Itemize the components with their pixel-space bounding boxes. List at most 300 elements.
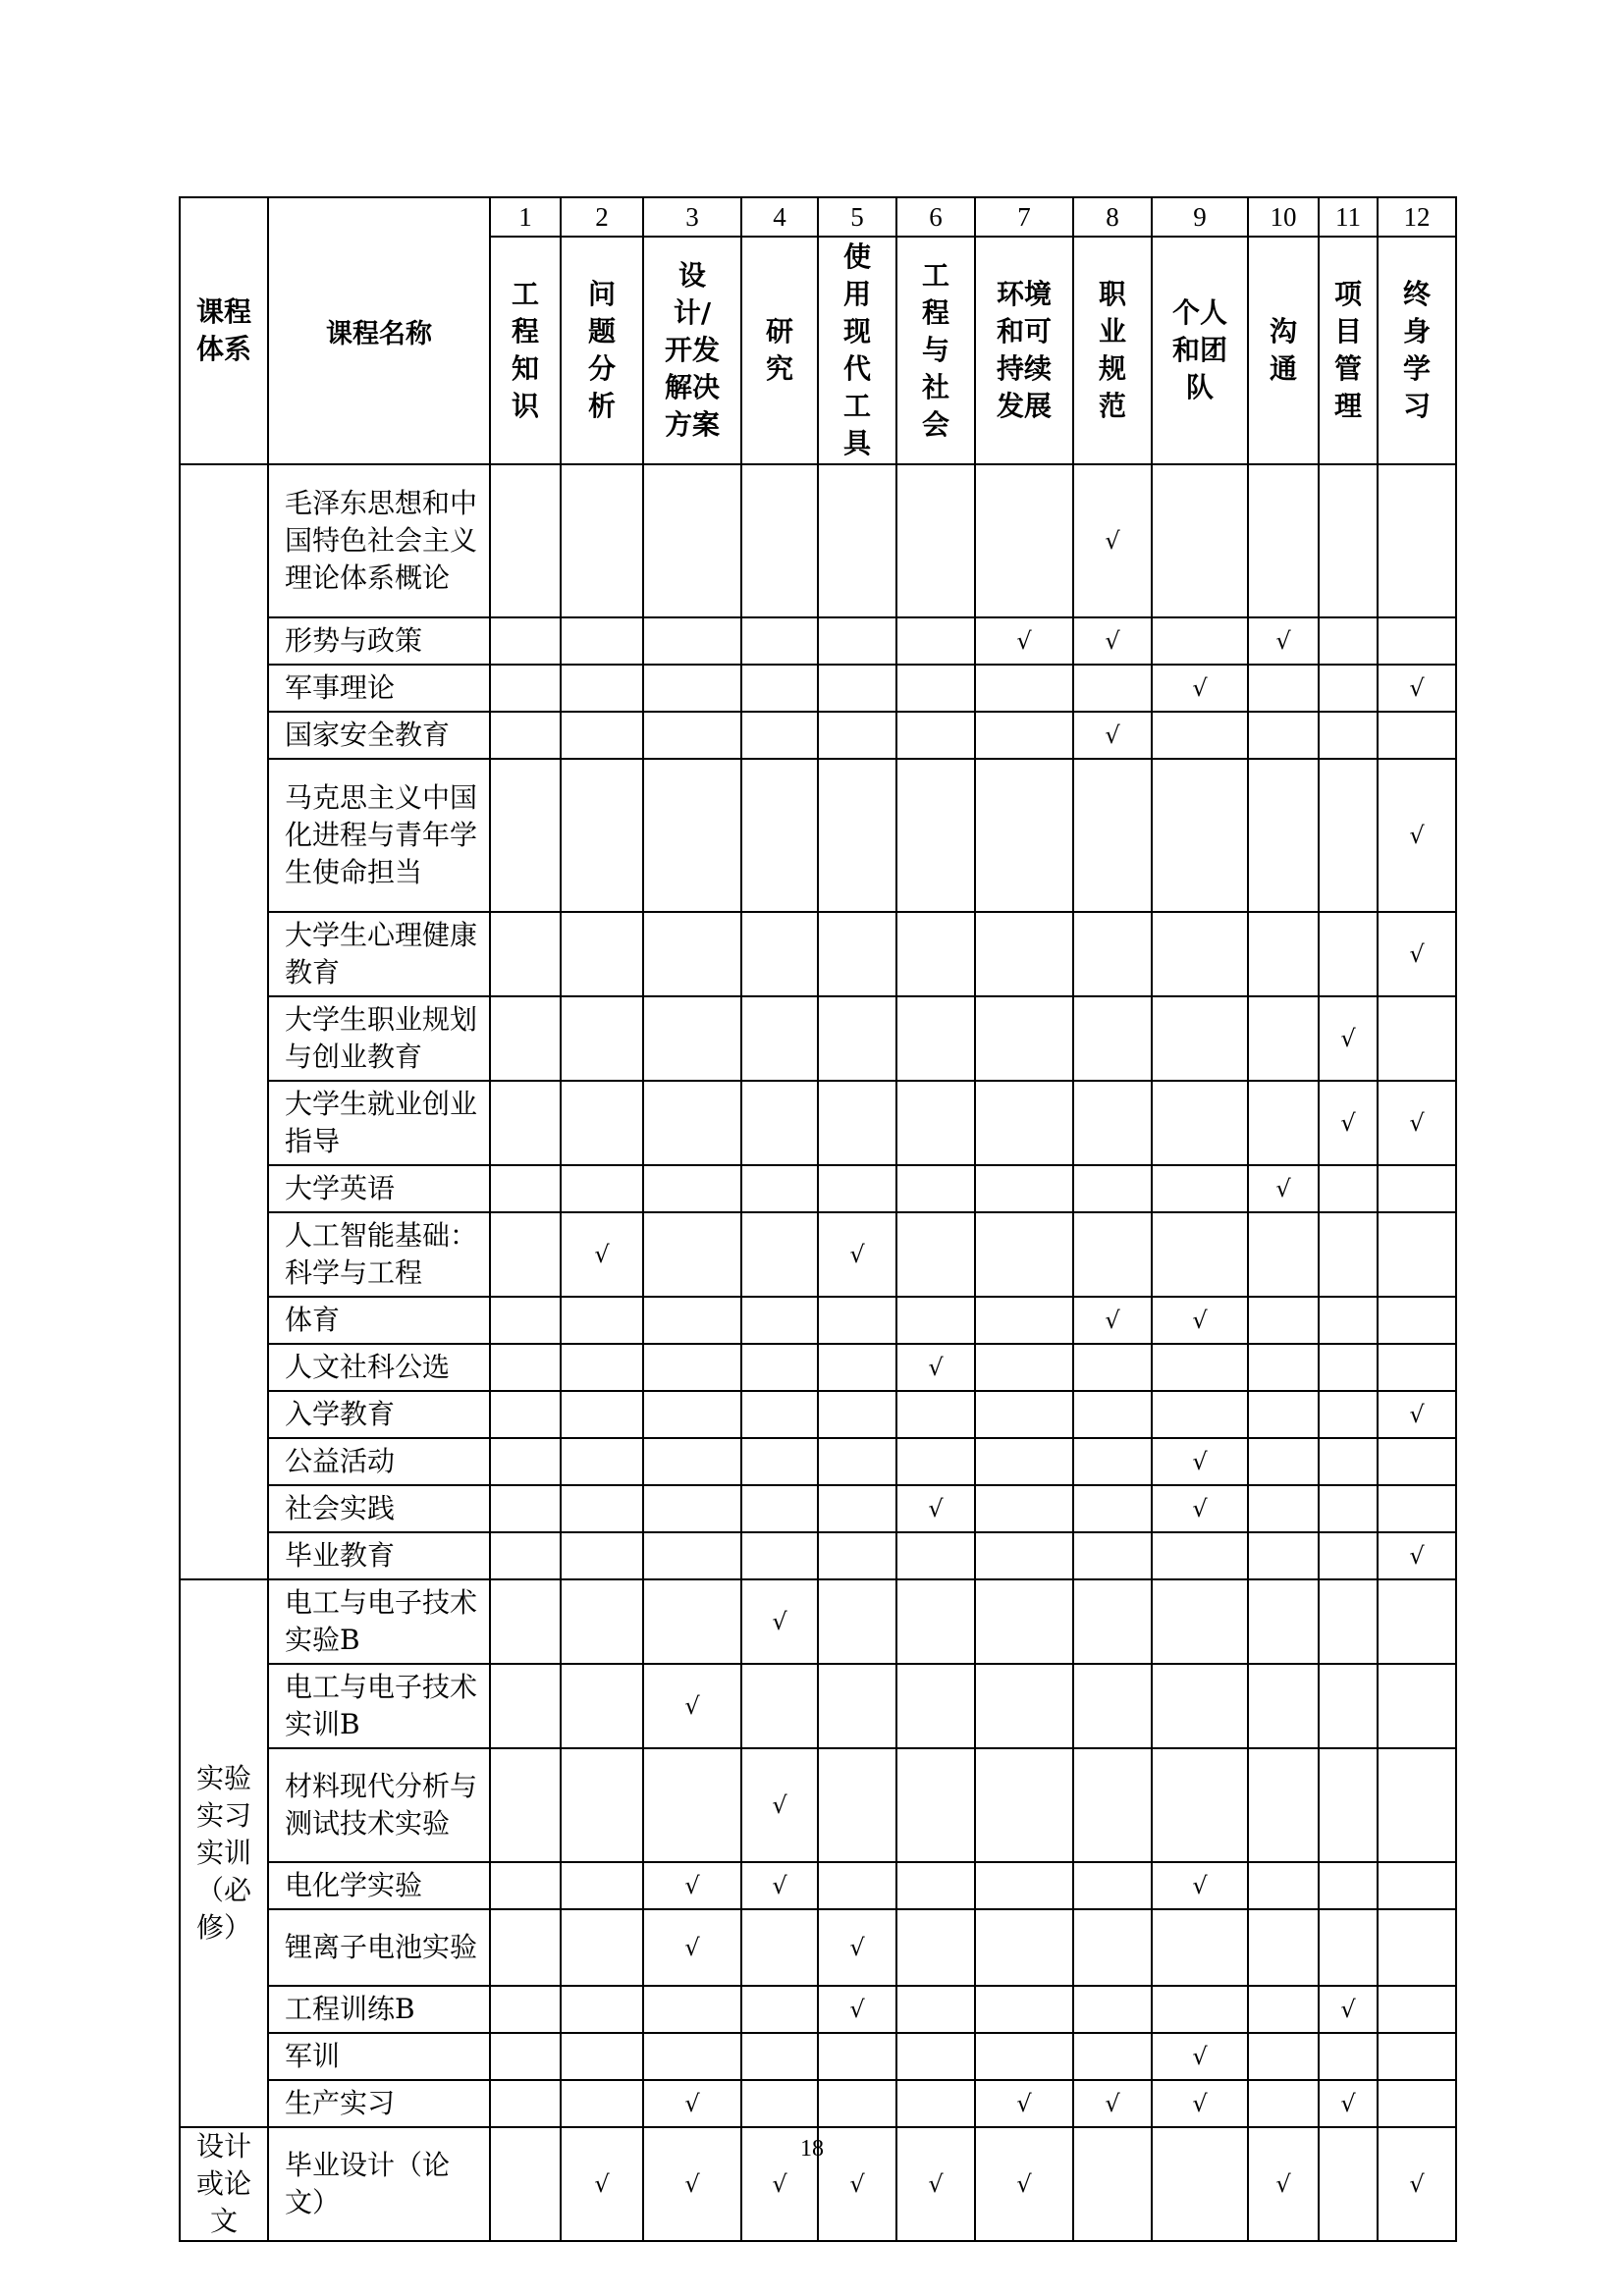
matrix-cell (975, 1579, 1073, 1664)
table-row (180, 665, 1456, 712)
matrix-cell (490, 2080, 561, 2127)
course-name: 体育 (268, 1297, 490, 1344)
table-row (180, 1862, 1456, 1909)
matrix-cell (1248, 2080, 1319, 2127)
outcome-label: 使用现代工具 (842, 240, 871, 459)
matrix-cell (561, 2080, 643, 2127)
check-mark: √ (1192, 1495, 1208, 1522)
matrix-cell (896, 1391, 975, 1438)
check-mark: √ (1340, 1025, 1356, 1052)
matrix-cell (975, 1986, 1073, 2033)
matrix-cell (818, 2080, 896, 2127)
matrix-cell (975, 1165, 1073, 1212)
matrix-cell (975, 1081, 1073, 1165)
matrix-cell (1378, 912, 1456, 996)
matrix-cell (1152, 1212, 1248, 1297)
matrix-cell (1073, 1986, 1152, 2033)
matrix-cell (490, 1391, 561, 1438)
course-name: 毕业设计（论文） (268, 2127, 490, 2241)
outcome-number: 4 (741, 197, 818, 237)
check-mark: √ (1105, 527, 1120, 555)
matrix-cell (896, 1438, 975, 1485)
outcome-label-cell (1378, 237, 1456, 464)
matrix-cell (1073, 2080, 1152, 2127)
outcome-label: 设计/开发解决方案 (664, 259, 720, 441)
matrix-cell (1378, 2080, 1456, 2127)
matrix-cell (1319, 1165, 1378, 1212)
matrix-cell (818, 1986, 896, 2033)
check-mark: √ (1409, 822, 1425, 849)
matrix-cell (643, 464, 741, 617)
matrix-cell (1152, 1081, 1248, 1165)
course-name: 人文社科公选 (268, 1344, 490, 1391)
matrix-cell (1248, 1532, 1319, 1579)
table-row (180, 996, 1456, 1081)
matrix-cell (1152, 1748, 1248, 1862)
matrix-cell (561, 912, 643, 996)
matrix-cell (1319, 1297, 1378, 1344)
matrix-cell (1073, 712, 1152, 759)
table-row (180, 1438, 1456, 1485)
check-mark: √ (1192, 2090, 1208, 2117)
matrix-cell (643, 2080, 741, 2127)
course-name: 材料现代分析与测试技术实验 (268, 1748, 490, 1862)
matrix-cell (818, 1664, 896, 1748)
matrix-cell (818, 1862, 896, 1909)
matrix-cell (1152, 996, 1248, 1081)
matrix-cell (490, 1438, 561, 1485)
outcome-label-cell (1319, 237, 1378, 464)
check-mark: √ (1340, 1996, 1356, 2023)
matrix-cell (490, 1986, 561, 2033)
matrix-cell (1248, 996, 1319, 1081)
matrix-cell (896, 1344, 975, 1391)
matrix-cell (818, 1438, 896, 1485)
check-mark: √ (849, 2170, 865, 2198)
matrix-cell (561, 1391, 643, 1438)
matrix-cell (741, 1081, 818, 1165)
course-name: 大学生心理健康教育 (268, 912, 490, 996)
matrix-cell (561, 2033, 643, 2080)
check-mark: √ (849, 1934, 865, 1961)
check-mark: √ (594, 2170, 610, 2198)
matrix-cell (818, 617, 896, 665)
matrix-cell (1152, 1165, 1248, 1212)
matrix-cell (1248, 1081, 1319, 1165)
matrix-cell (1152, 912, 1248, 996)
matrix-cell (1152, 1532, 1248, 1579)
outcome-number: 11 (1319, 197, 1378, 237)
outcome-label-cell (643, 237, 741, 464)
matrix-cell (1073, 1212, 1152, 1297)
outcome-label: 项目管理 (1333, 278, 1362, 422)
course-name: 马克思主义中国化进程与青年学生使命担当 (268, 759, 490, 912)
matrix-cell (643, 1391, 741, 1438)
table-row (180, 1344, 1456, 1391)
matrix-cell (1319, 1664, 1378, 1748)
check-mark: √ (684, 2090, 700, 2117)
matrix-cell (1073, 1081, 1152, 1165)
matrix-cell (1152, 1986, 1248, 2033)
matrix-cell (561, 1579, 643, 1664)
outcome-label-cell (975, 237, 1073, 464)
check-mark: √ (684, 1872, 700, 1899)
matrix-cell (741, 1165, 818, 1212)
matrix-cell (1319, 1862, 1378, 1909)
matrix-cell (561, 759, 643, 912)
matrix-cell (975, 464, 1073, 617)
outcome-label-cell (490, 237, 561, 464)
outcome-number: 12 (1378, 197, 1456, 237)
matrix-cell (1378, 1344, 1456, 1391)
matrix-cell (643, 1579, 741, 1664)
matrix-cell (643, 712, 741, 759)
matrix-cell (896, 1862, 975, 1909)
matrix-cell (1248, 617, 1319, 665)
matrix-cell (643, 1438, 741, 1485)
matrix-cell (1378, 1212, 1456, 1297)
matrix-cell (643, 617, 741, 665)
matrix-cell (490, 1862, 561, 1909)
table-row (180, 464, 1456, 617)
matrix-cell (818, 996, 896, 1081)
outcome-number: 7 (975, 197, 1073, 237)
matrix-cell (643, 1485, 741, 1532)
matrix-cell (896, 996, 975, 1081)
matrix-cell (1152, 1391, 1248, 1438)
check-mark: √ (849, 1241, 865, 1268)
matrix-cell (1073, 996, 1152, 1081)
matrix-cell (1319, 1748, 1378, 1862)
matrix-cell (1073, 2033, 1152, 2080)
matrix-cell (1319, 1438, 1378, 1485)
matrix-cell (1248, 712, 1319, 759)
check-mark: √ (1105, 721, 1120, 749)
matrix-cell (1378, 617, 1456, 665)
matrix-cell (1248, 1391, 1319, 1438)
outcome-label: 问题分析 (587, 278, 616, 422)
table-row (180, 1579, 1456, 1664)
matrix-cell (1073, 1862, 1152, 1909)
matrix-cell (1152, 665, 1248, 712)
matrix-cell (741, 1986, 818, 2033)
matrix-cell (643, 1297, 741, 1344)
matrix-cell (1152, 712, 1248, 759)
matrix-cell (561, 1748, 643, 1862)
matrix-cell (818, 1532, 896, 1579)
matrix-cell (1378, 1081, 1456, 1165)
matrix-cell (1073, 1391, 1152, 1438)
matrix-cell (1073, 1297, 1152, 1344)
course-name: 国家安全教育 (268, 712, 490, 759)
outcome-label: 环境和可持续发展 (996, 278, 1052, 422)
matrix-cell (818, 1909, 896, 1986)
matrix-cell (643, 1344, 741, 1391)
matrix-cell (1152, 1909, 1248, 1986)
matrix-cell (1073, 1579, 1152, 1664)
course-name: 大学生职业规划与创业教育 (268, 996, 490, 1081)
matrix-cell (741, 464, 818, 617)
course-name: 社会实践 (268, 1485, 490, 1532)
matrix-cell (975, 1748, 1073, 1862)
matrix-cell (643, 1862, 741, 1909)
matrix-cell (975, 759, 1073, 912)
matrix-cell (741, 1862, 818, 1909)
check-mark: √ (772, 1791, 787, 1819)
matrix-cell (561, 665, 643, 712)
course-name: 锂离子电池实验 (268, 1909, 490, 1986)
outcome-label: 研究 (765, 315, 793, 385)
matrix-cell (741, 1297, 818, 1344)
outcome-label-cell (896, 237, 975, 464)
course-name: 电工与电子技术实训B (268, 1664, 490, 1748)
matrix-cell (561, 464, 643, 617)
matrix-cell (741, 1391, 818, 1438)
matrix-cell (1248, 759, 1319, 912)
matrix-cell (490, 1485, 561, 1532)
table-row (180, 617, 1456, 665)
matrix-cell (490, 1212, 561, 1297)
matrix-cell (896, 2080, 975, 2127)
outcome-number: 5 (818, 197, 896, 237)
check-mark: √ (684, 1692, 700, 1720)
matrix-cell (1319, 2080, 1378, 2127)
matrix-cell (896, 759, 975, 912)
matrix-cell (1319, 464, 1378, 617)
course-name: 毛泽东思想和中国特色社会主义理论体系概论 (268, 464, 490, 617)
matrix-cell (818, 1748, 896, 1862)
matrix-cell (643, 1748, 741, 1862)
matrix-cell (1073, 1909, 1152, 1986)
matrix-cell (490, 996, 561, 1081)
matrix-cell (643, 1532, 741, 1579)
check-mark: √ (1340, 1109, 1356, 1137)
matrix-cell (1073, 1165, 1152, 1212)
matrix-cell (975, 996, 1073, 1081)
matrix-cell (741, 665, 818, 712)
check-mark: √ (684, 2170, 700, 2198)
matrix-cell (490, 1165, 561, 1212)
matrix-cell (975, 912, 1073, 996)
course-name: 军事理论 (268, 665, 490, 712)
matrix-cell (561, 1664, 643, 1748)
matrix-cell (643, 1986, 741, 2033)
matrix-cell (561, 996, 643, 1081)
matrix-cell (896, 1748, 975, 1862)
matrix-cell (490, 1579, 561, 1664)
matrix-cell (1248, 1862, 1319, 1909)
matrix-cell (741, 712, 818, 759)
matrix-cell (1378, 2033, 1456, 2080)
matrix-cell (896, 1532, 975, 1579)
matrix-cell (1378, 1532, 1456, 1579)
matrix-cell (1319, 712, 1378, 759)
check-mark: √ (1409, 940, 1425, 968)
matrix-cell (1073, 1748, 1152, 1862)
matrix-cell (1319, 1986, 1378, 2033)
check-mark: √ (1409, 2170, 1425, 2198)
matrix-cell (561, 1297, 643, 1344)
matrix-cell (896, 1212, 975, 1297)
matrix-cell (643, 996, 741, 1081)
matrix-cell (975, 1212, 1073, 1297)
matrix-cell (1073, 665, 1152, 712)
table-row (180, 1485, 1456, 1532)
matrix-cell (818, 1579, 896, 1664)
matrix-cell (490, 2033, 561, 2080)
matrix-cell (1378, 1664, 1456, 1748)
matrix-cell (1319, 1909, 1378, 1986)
matrix-cell (1073, 1344, 1152, 1391)
matrix-cell (741, 1909, 818, 1986)
matrix-cell (561, 617, 643, 665)
system-header-cell (180, 197, 268, 464)
outcome-label-cell (561, 237, 643, 464)
outcome-label: 工程与社会 (921, 259, 949, 441)
matrix-cell (490, 1748, 561, 1862)
table-row (180, 2080, 1456, 2127)
matrix-cell (818, 712, 896, 759)
matrix-cell (741, 1579, 818, 1664)
table-row (180, 1391, 1456, 1438)
check-mark: √ (928, 1495, 944, 1522)
matrix-body (180, 197, 1456, 2241)
outcome-number: 8 (1073, 197, 1152, 237)
matrix-cell (1152, 2033, 1248, 2080)
matrix-cell (741, 1212, 818, 1297)
matrix-cell (1248, 2033, 1319, 2080)
course-name: 形势与政策 (268, 617, 490, 665)
check-mark: √ (1409, 1401, 1425, 1428)
matrix-cell (1248, 1579, 1319, 1664)
matrix-cell (1152, 2080, 1248, 2127)
matrix-cell (896, 912, 975, 996)
matrix-cell (490, 1081, 561, 1165)
matrix-cell (896, 2033, 975, 2080)
matrix-cell (1248, 1165, 1319, 1212)
check-mark: √ (1192, 1307, 1208, 1334)
matrix-cell (1152, 464, 1248, 617)
matrix-cell (818, 759, 896, 912)
table-row (180, 1297, 1456, 1344)
matrix-cell (741, 1664, 818, 1748)
matrix-cell (1152, 1344, 1248, 1391)
check-mark: √ (1016, 627, 1032, 655)
course-system-cell (180, 1579, 268, 2127)
matrix-cell (1248, 1438, 1319, 1485)
check-mark: √ (1105, 1307, 1120, 1334)
outcome-label-cell (818, 237, 896, 464)
outcome-number: 10 (1248, 197, 1319, 237)
matrix-cell (1073, 464, 1152, 617)
matrix-cell (1319, 2033, 1378, 2080)
table-row (180, 1909, 1456, 1986)
check-mark: √ (1192, 1448, 1208, 1475)
course-name: 人工智能基础：科学与工程 (268, 1212, 490, 1297)
check-mark: √ (772, 2170, 787, 2198)
matrix-cell (975, 1909, 1073, 1986)
check-mark: √ (1409, 674, 1425, 702)
check-mark: √ (594, 1241, 610, 1268)
outcome-label-cell (1248, 237, 1319, 464)
matrix-cell (1378, 712, 1456, 759)
check-mark: √ (1409, 1542, 1425, 1570)
check-mark: √ (1192, 2043, 1208, 2070)
matrix-cell (1319, 1344, 1378, 1391)
matrix-cell (1378, 464, 1456, 617)
table-row (180, 759, 1456, 912)
matrix-cell (975, 1297, 1073, 1344)
matrix-cell (1152, 617, 1248, 665)
matrix-cell (561, 1862, 643, 1909)
course-system-label: 设计或论文 (195, 2130, 251, 2237)
matrix-cell (896, 1485, 975, 1532)
matrix-cell (1073, 1664, 1152, 1748)
matrix-cell (975, 2033, 1073, 2080)
matrix-cell (1073, 1438, 1152, 1485)
check-mark: √ (1192, 674, 1208, 702)
matrix-cell (561, 1344, 643, 1391)
check-mark: √ (1192, 1872, 1208, 1899)
matrix-cell (490, 1344, 561, 1391)
matrix-cell (1378, 1438, 1456, 1485)
matrix-cell (818, 1165, 896, 1212)
matrix-cell (975, 712, 1073, 759)
matrix-cell (818, 464, 896, 617)
matrix-cell (1319, 1391, 1378, 1438)
matrix-cell (1152, 1664, 1248, 1748)
matrix-cell (561, 1081, 643, 1165)
matrix-cell (1248, 1344, 1319, 1391)
matrix-cell (561, 1532, 643, 1579)
matrix-cell (975, 2080, 1073, 2127)
matrix-cell (1319, 996, 1378, 1081)
matrix-cell (490, 1297, 561, 1344)
matrix-cell (741, 1485, 818, 1532)
outcome-number: 9 (1152, 197, 1248, 237)
matrix-cell (1378, 1909, 1456, 1986)
matrix-cell (1378, 1862, 1456, 1909)
check-mark: √ (1016, 2090, 1032, 2117)
matrix-cell (741, 1438, 818, 1485)
matrix-cell (1152, 1297, 1248, 1344)
outcome-number: 6 (896, 197, 975, 237)
matrix-cell (896, 712, 975, 759)
outcome-label-cell (1152, 237, 1248, 464)
matrix-cell (1378, 1748, 1456, 1862)
matrix-cell (975, 1485, 1073, 1532)
course-name: 生产实习 (268, 2080, 490, 2127)
matrix-cell (1319, 617, 1378, 665)
matrix-cell (896, 1909, 975, 1986)
matrix-cell (490, 617, 561, 665)
matrix-cell (490, 1664, 561, 1748)
matrix-cell (818, 1344, 896, 1391)
course-name: 毕业教育 (268, 1532, 490, 1579)
matrix-cell (643, 1664, 741, 1748)
matrix-cell (1319, 1485, 1378, 1532)
matrix-cell (896, 1986, 975, 2033)
matrix-cell (818, 1485, 896, 1532)
matrix-cell (975, 1664, 1073, 1748)
matrix-cell (818, 1297, 896, 1344)
table-row (180, 1212, 1456, 1297)
matrix-cell (1378, 1986, 1456, 2033)
matrix-cell (1378, 1165, 1456, 1212)
outcome-number: 2 (561, 197, 643, 237)
matrix-cell (1378, 759, 1456, 912)
matrix-cell (1073, 1532, 1152, 1579)
